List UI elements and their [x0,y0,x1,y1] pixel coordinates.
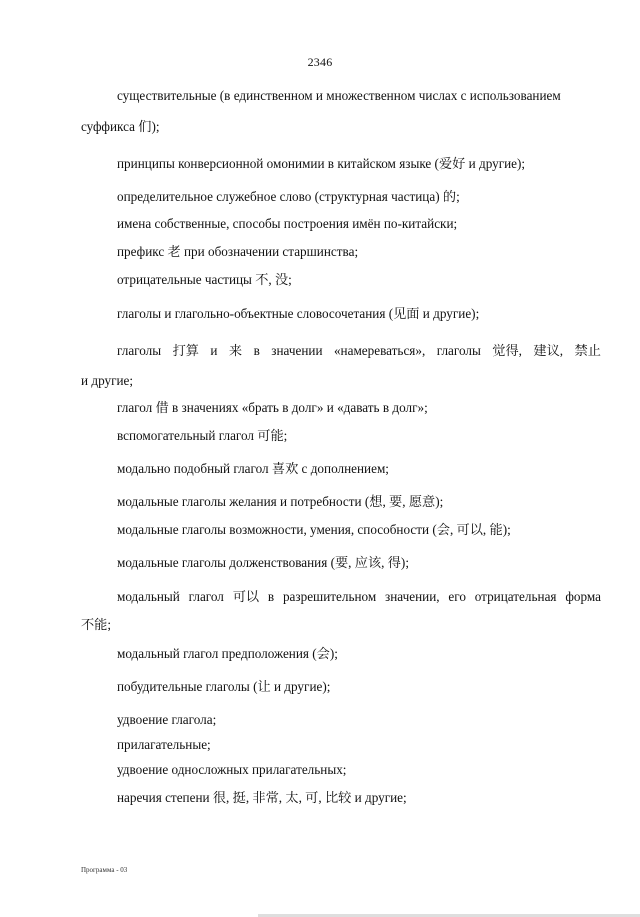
word: в [267,589,275,604]
text-line-9 [117,343,601,359]
text-line-22: прилагательные; [117,737,211,752]
text-line-4: определительное служебное слово (структурная частица) 的; [117,189,460,204]
word: 建议, [533,343,564,358]
word: 觉得, [492,343,522,358]
word: глаголы [117,343,162,358]
text-line-6: префикс 老 при обозначении старшинства; [117,244,359,259]
text-line-21: удвоение глагола; [117,712,217,727]
word: форма [565,589,601,604]
text-line-16: модальные глаголы долженствования (要, 应该, 得); [117,555,409,570]
text-line-11: глагол 借 в значениях «брать в долг» и «давать в долг»; [117,400,428,415]
word: модальный [117,589,180,604]
word: значении [271,343,323,358]
word: «намереваться», [333,343,426,358]
text-line-10: и другие; [81,373,134,388]
footer-label: Программа - 03 [81,866,128,874]
text-line-17 [117,589,601,605]
text-line-7: отрицательные частицы 不, 没; [117,272,292,287]
word: 打算 [172,343,199,358]
text-line-14: модальные глаголы желания и потребности (想, 要, 愿意); [117,494,444,509]
text-line-13: модально подобный глагол 喜欢 с дополнением; [117,461,389,476]
word: 禁止 [574,343,601,358]
text-line-15: модальные глаголы возможности, умения, способности (会, 可以, 能); [117,522,511,537]
text-line-2: суффикса 们); [81,119,160,134]
word: значении, [385,589,440,604]
word: его [448,589,466,604]
text-line-19: модальный глагол предположения (会); [117,646,338,661]
word: в [253,343,260,358]
text-line-20: побудительные глаголы (让 и другие); [117,679,331,694]
text-line-18: 不能; [81,617,112,632]
word: глагол [188,589,224,604]
page-number: 2346 [307,55,333,69]
text-line-1: существительные (в единственном и множественном числах с использованием [117,88,561,103]
word: и [210,343,218,358]
word: 来 [228,343,243,358]
text-line-12: вспомогательный глагол 可能; [117,428,288,443]
text-line-23: удвоение односложных прилагательных; [117,762,347,777]
text-line-3: принципы конверсионной омонимии в китайском языке (爱好 и другие); [117,156,526,171]
word: глаголы [436,343,481,358]
text-line-5: имена собственные, способы построения имён по-китайски; [117,216,458,231]
text-line-8: глаголы и глагольно-объектные словосочетания (见面 и другие); [117,306,480,321]
text-line-24: наречия степени 很, 挺, 非常, 太, 可, 比较 и другие; [117,790,407,805]
word: отрицательная [474,589,557,604]
word: разрешительном [282,589,377,604]
word: 可以 [232,589,260,604]
